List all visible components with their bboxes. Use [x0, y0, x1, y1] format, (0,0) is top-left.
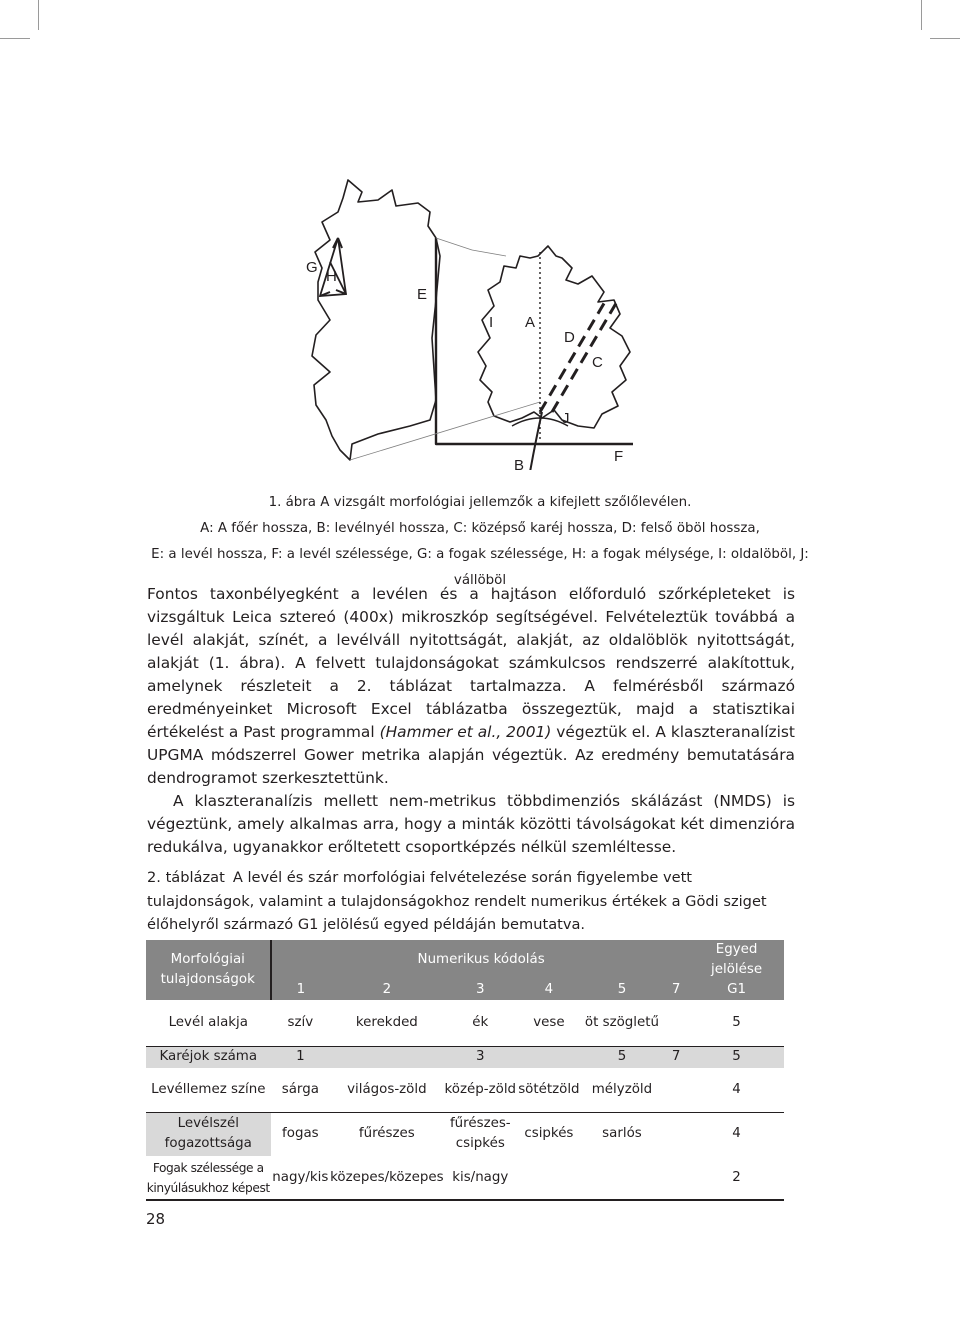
cell: [581, 1156, 663, 1200]
crop-mark: [38, 0, 39, 30]
table-row: [146, 1112, 784, 1156]
label-b: B: [514, 457, 525, 470]
header-code: 4: [517, 980, 581, 1000]
label-c: C: [592, 354, 603, 371]
header-code: 2: [330, 980, 443, 1000]
leaf-outline-right: [478, 246, 630, 428]
header-code: 7: [663, 980, 689, 1000]
table-row: [146, 1156, 784, 1200]
label-e: E: [417, 286, 428, 303]
paragraph-1: Fontos taxonbélyegként a levélen és a hajtáson előforduló szőrképleteket is vizsgáltuk Leica sztereó (400x) mikroszkóp segítségével. Felvételeztük továbbá a levél alakját, színét, a levélváll nyitottságát, alakját, az oldalöblök nyitottságát, alakját (1. ábra). A felvett tulajdonságokat számkulcsos rendszerré alakítottuk, amelynek részleteit a 2. táblázat tartalmazza. A felmérésből származó eredményeinket Microsoft Excel táblázatba összegeztük, majd a statisztikai értékelést a Past programmal (Hammer et al., 2001) végeztük el. A klaszteranalízist UPGMA módszerrel Gower metrika alapján végeztük. Az eredmény bemutatására dendrogramot szerkesztettünk.: [147, 585, 795, 787]
cell: fűrészes: [358, 1126, 415, 1142]
cell: 3: [476, 1049, 485, 1065]
cell: [517, 1156, 581, 1200]
label-g: G: [306, 259, 318, 276]
morphology-table: [146, 940, 784, 1201]
table-row: [146, 1068, 784, 1112]
petiole: [530, 412, 542, 470]
cell: [330, 1046, 443, 1068]
header-specimen: Egyed jelölése: [689, 940, 784, 980]
table-header-row-1: [146, 940, 784, 980]
cell: vese: [517, 1000, 581, 1046]
row-label: Fogak szélessége a kinyúlásukhoz képest: [146, 1156, 271, 1200]
cell: fogas: [282, 1126, 319, 1142]
paragraph-2: A klaszteranalízis mellett nem-metrikus többdimenziós skálázást (NMDS) is végeztünk, amely alkalmas arra, hogy a minták közötti távolságokat két dimenzióra redukálva, ugyanakkor erőltetett csoportképzés nélkül szemléltesse.: [147, 792, 795, 856]
cell: [663, 1000, 689, 1046]
label-f: F: [614, 448, 624, 465]
row-value: 5: [732, 1049, 741, 1065]
label-a: A: [525, 314, 536, 331]
cell: öt szögletű: [581, 1000, 663, 1046]
cell: 1: [296, 1049, 305, 1065]
table-caption: [147, 866, 797, 937]
label-j: J: [562, 410, 570, 427]
header-code: 5: [581, 980, 663, 1000]
body-text: [147, 583, 795, 859]
page-number: 28: [146, 1210, 166, 1228]
caption-line-2: A: A főér hossza, B: levélnyél hossza, C: középső karéj hossza, D: felső öböl hossza,: [200, 521, 760, 536]
table-caption-label: 2. táblázat: [147, 869, 225, 886]
label-h: H: [326, 268, 337, 285]
lobe-line-c: [552, 300, 618, 412]
crop-mark: [0, 38, 30, 39]
cell: fűrészes-csipkés: [449, 1116, 511, 1152]
crop-mark: [930, 38, 960, 39]
row-label: Levéllemez színe: [146, 1068, 271, 1112]
header-property: Morfológiai tulajdonságok: [146, 940, 271, 1000]
header-code: 3: [444, 980, 517, 1000]
cell: 5: [617, 1049, 627, 1065]
label-i: I: [489, 314, 494, 331]
cell: sarlós: [602, 1126, 642, 1142]
figure-caption: [150, 490, 810, 594]
header-specimen-id: G1: [689, 980, 784, 1000]
cell: szív: [271, 1000, 331, 1046]
table-row: [146, 1000, 784, 1046]
cell: ék: [444, 1000, 517, 1046]
cell: csipkés: [524, 1126, 574, 1142]
cell: világos-zöld: [330, 1068, 443, 1112]
cell: közép-zöld: [444, 1068, 517, 1112]
cell: kis/nagy: [444, 1156, 517, 1200]
cell: sárga: [271, 1068, 331, 1112]
cell: [663, 1156, 689, 1200]
row-label: Karéjok száma: [159, 1049, 258, 1065]
crop-mark: [921, 0, 922, 30]
leaf-outline-left: [312, 180, 440, 460]
cell: mélyzöld: [581, 1068, 663, 1112]
cell: nagy/kis: [271, 1156, 331, 1200]
table-row: [146, 1046, 784, 1068]
cell: közepes/közepes: [330, 1156, 443, 1200]
caption-line-3: E: a levél hossza, F: a levél szélessége, G: a fogak szélessége, H: a fogak mélysége, I: oldalöböl, J: vállöböl: [151, 547, 809, 588]
cell: [663, 1112, 689, 1156]
cell: kerekded: [330, 1000, 443, 1046]
cell: sötétzöld: [517, 1068, 581, 1112]
leaf-diagram: [290, 175, 650, 470]
cell: [663, 1068, 689, 1112]
cell: 7: [671, 1049, 681, 1065]
row-value: 2: [689, 1156, 784, 1200]
row-value: 5: [689, 1000, 784, 1046]
citation: (Hammer et al., 2001): [379, 723, 552, 741]
label-d: D: [564, 329, 575, 346]
row-label: Levélszél fogazottsága: [146, 1112, 271, 1156]
row-label: Levél alakja: [146, 1000, 271, 1046]
row-value: 4: [732, 1126, 741, 1142]
row-value: 4: [689, 1068, 784, 1112]
table-caption-text: A levél és szár morfológiai felvételezése során figyelembe vett tulajdonságok, valamint a tulajdonságokhoz rendelt numerikus értékek a Gödi sziget élőhelyről származó G1 jelölésű egyed példáján bemutatva.: [147, 869, 767, 933]
header-numeric: Numerikus kódolás: [271, 940, 690, 980]
cell: [517, 1046, 581, 1068]
header-code: 1: [271, 980, 331, 1000]
caption-line-1: 1. ábra A vizsgált morfológiai jellemzők a kifejlett szőlőlevélen.: [268, 495, 692, 510]
